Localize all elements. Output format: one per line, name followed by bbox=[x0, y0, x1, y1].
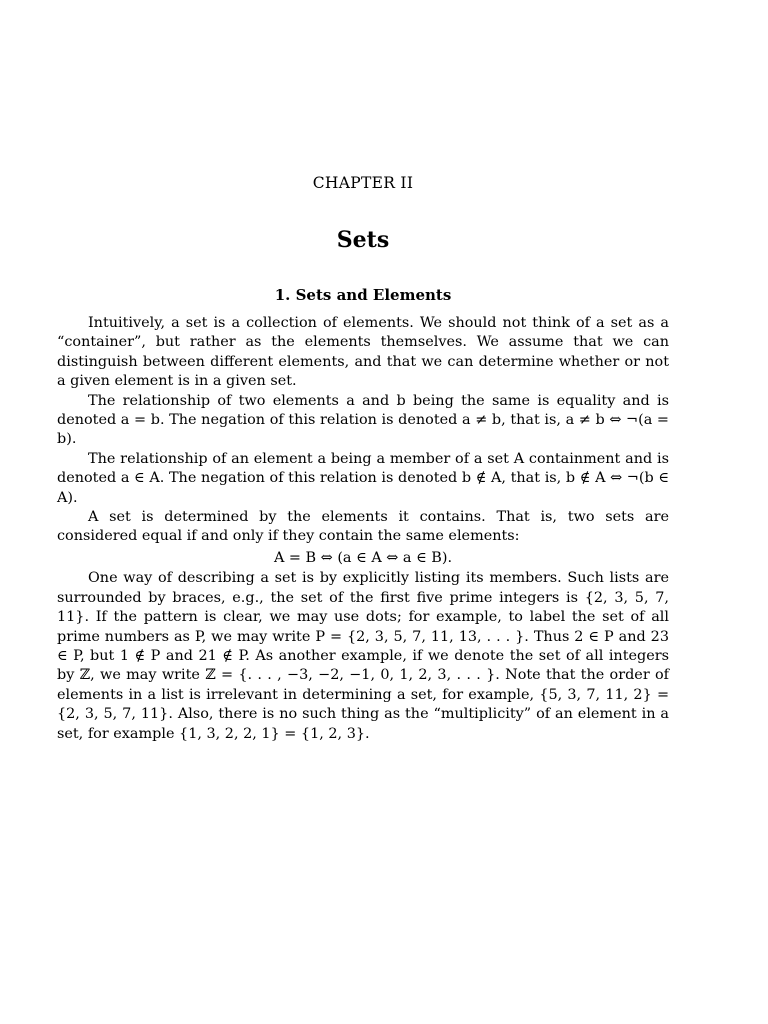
body-text bbox=[57, 314, 669, 744]
display-equation: A = B ⇔ (a ∈ A ⇔ a ∈ B). bbox=[273, 549, 453, 566]
document-page bbox=[57, 0, 669, 1024]
chapter-label: CHAPTER II bbox=[312, 174, 414, 192]
paragraph-set-equality: A set is determined by the elements it contains. That is, two sets are considered equal if and only if they contain the same elements: bbox=[57, 509, 669, 545]
paragraph-set-intro: Intuitively, a set is a collection of elements. We should not think of a set as a “container”, but rather as the elements themselves. We assume that we can distinguish between different elements, and that we can determine whether or not a given element is in a given set. bbox=[57, 315, 669, 390]
paragraph-listing-sets: One way of describing a set is by explicitly listing its members. Such lists are surrounded by braces, e.g., the set of the first five prime integers is {2, 3, 5, 7, 11}. If the pattern is clear, we may use dots; for example, to label the set of all prime numbers as P, we may write P = {2, 3, 5, 7, 11, 13, . . . }. Thus 2 ∈ P and 23 ∈ P, but 1 ∉ P and 21 ∉ P. As another example, if we denote the set of all integers by ℤ, we may write ℤ = {. . . , −3, −2, −1, 0, 1, 2, 3, . . . }. Note that the order of elements in a list is irrelevant in determining a set, for example, {5, 3, 7, 11, 2} = {2, 3, 5, 7, 11}. Also, there is no such thing as the “multiplicity” of an element in a set, for example {1, 3, 2, 2, 1} = {1, 2, 3}. bbox=[57, 570, 669, 742]
chapter-title: Sets bbox=[336, 227, 390, 253]
paragraph-containment: The relationship of an element a being a member of a set A containment and is denoted a ∈ A. The negation of this relation is denoted b ∉ A, that is, b ∉ A ⇔ ¬(b ∈ A). bbox=[57, 450, 669, 506]
paragraph-equality: The relationship of two elements a and b being the same is equality and is denoted a = b. The negation of this relation is denoted a ≠ b, that is, a ≠ b ⇔ ¬(a = b). bbox=[57, 392, 669, 448]
section-heading: 1. Sets and Elements bbox=[274, 286, 452, 304]
